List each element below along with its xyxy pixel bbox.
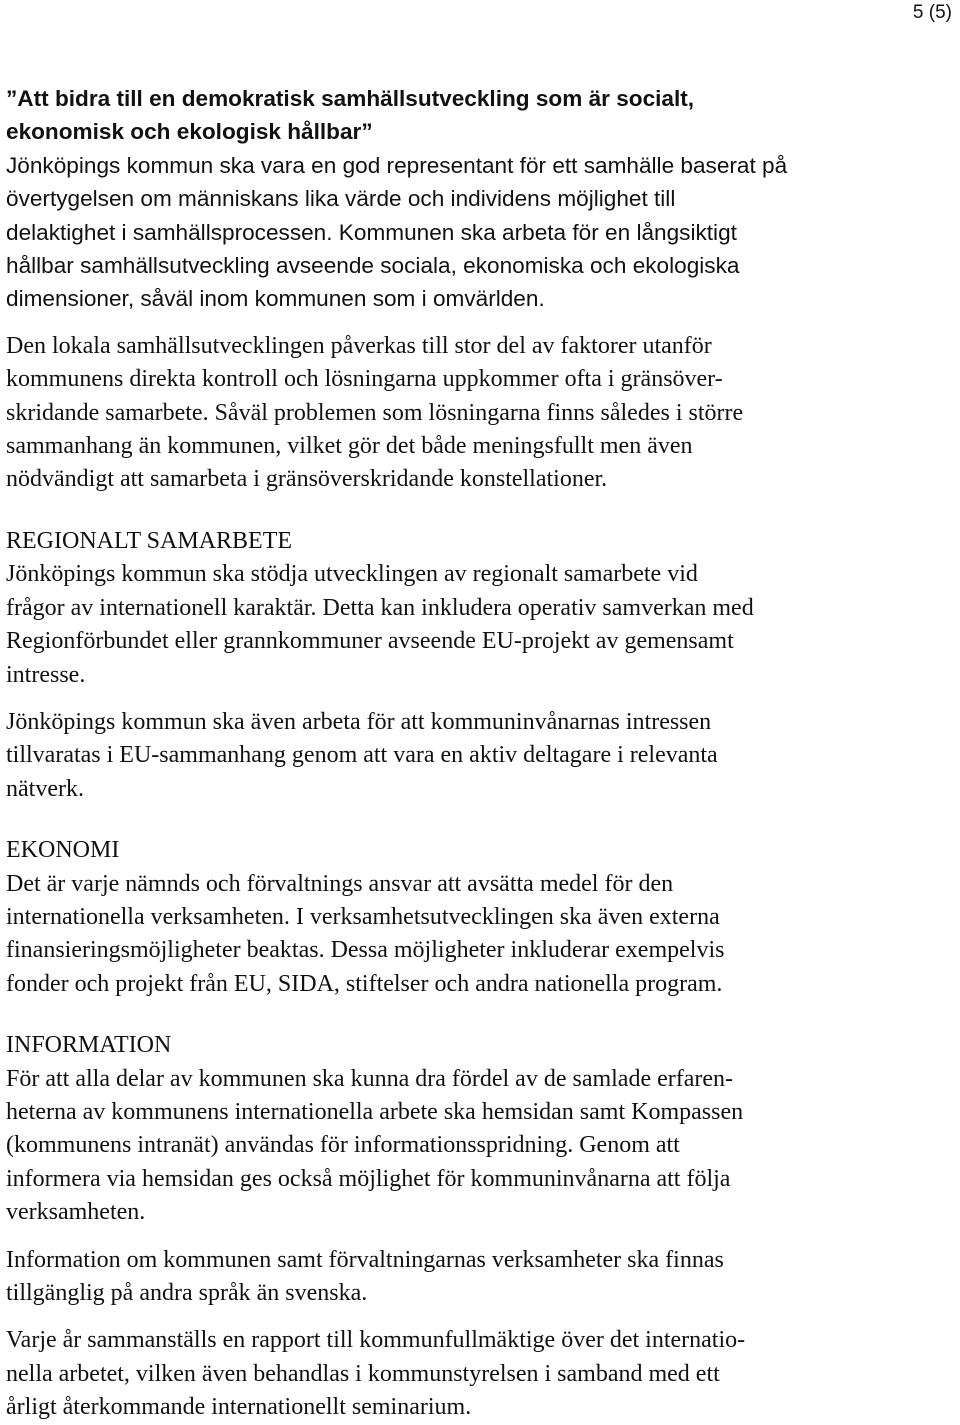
- ekonomi-para-line: fonder och projekt från EU, SIDA, stiftelser och andra nationella program.: [6, 970, 723, 997]
- intro-para-line-5: dimensioner, såväl inom kommunen som i omvärlden.: [6, 286, 545, 312]
- information-para-2: [6, 1244, 946, 1311]
- intro-para-line-1: Jönköpings kommun ska vara en god representant för ett samhälle baserat på: [6, 152, 788, 178]
- regionalt-para-2-line: tillvaratas i EU-sammanhang genom att vara en aktiv deltagare i relevanta: [6, 742, 718, 769]
- para-2: [6, 330, 946, 497]
- page-number: 5 (5): [912, 2, 952, 23]
- intro-heading-text-1: Att bidra till en demokratisk samhällsutveckling som är socialt,: [17, 86, 695, 111]
- information-section: [6, 1029, 946, 1424]
- intro-heading: [6, 82, 946, 115]
- para-2-line: nödvändigt att samarbeta i gränsöverskridande konstellationer.: [6, 466, 608, 493]
- regionalt-para-1-line: Jönköpings kommun ska stödja utvecklingen av regionalt samarbete vid: [6, 561, 698, 588]
- para-2-line: Den lokala samhällsutvecklingen påverkas till stor del av faktorer utanför: [6, 332, 712, 359]
- ekonomi-para-line: Det är varje nämnds och förvaltnings ansvar att avsätta medel för den: [6, 870, 674, 897]
- information-para-3: [6, 1324, 946, 1424]
- ekonomi-para-line: internationella verksamheten. I verksamhetsutvecklingen ska även externa: [6, 903, 720, 930]
- intro-para-line-3: delaktighet i samhällsprocessen. Kommunen ska arbeta för en långsiktigt: [6, 219, 737, 245]
- information-heading: INFORMATION: [6, 1032, 172, 1059]
- intro-section: [6, 82, 946, 316]
- information-para-1-line: För att alla delar av kommunen ska kunna dra fördel av de samlade erfaren-: [6, 1065, 734, 1092]
- ekonomi-heading: EKONOMI: [6, 837, 120, 864]
- information-para-3-line: nella arbetet, vilken även behandlas i kommunstyrelsen i samband med ett: [6, 1360, 720, 1387]
- information-para-1-line: verksamheten.: [6, 1199, 146, 1226]
- regionalt-para-2-line: Jönköpings kommun ska även arbeta för att kommuninvånarnas intressen: [6, 708, 712, 735]
- intro-heading-line-1: ”: [6, 86, 18, 111]
- intro-heading-line-2: ekonomisk och ekologisk hållbar”: [6, 119, 373, 145]
- regionalt-para-1-line: intresse.: [6, 661, 86, 688]
- information-para-3-line: årligt återkommande internationellt seminarium.: [6, 1394, 472, 1421]
- information-para-3-line: Varje år sammanställs en rapport till kommunfullmäktige över det internatio-: [6, 1327, 746, 1354]
- intro-para-line-4: hållbar samhällsutveckling avseende sociala, ekonomiska och ekologiska: [6, 253, 740, 279]
- regionalt-para-2: [6, 706, 946, 806]
- regionalt-para-1-line: Regionförbundet eller grannkommuner avseende EU-projekt av gemensamt: [6, 628, 734, 655]
- regionalt-para-1-line: frågor av internationell karaktär. Detta kan inkludera operativ samverkan med: [6, 594, 754, 621]
- regionalt-heading: REGIONALT SAMARBETE: [6, 527, 293, 554]
- para-2-line: skridande samarbete. Såväl problemen som lösningarna finns således i större: [6, 399, 744, 426]
- information-para-1-line: heterna av kommunens internationella arbete ska hemsidan samt Kompassen: [6, 1098, 744, 1125]
- information-para-2-line: tillgänglig på andra språk än svenska.: [6, 1280, 368, 1306]
- information-para-1-line: informera via hemsidan ges också möjlighet för kommuninvånarna att följa: [6, 1165, 731, 1192]
- information-para-2-line: Information om kommunen samt förvaltningarnas verksamheter ska finnas: [6, 1246, 724, 1273]
- information-para-1-line: (kommunens intranät) användas för informationsspridning. Genom att: [6, 1132, 680, 1159]
- ekonomi-para-line: finansieringsmöjligheter beaktas. Dessa möjligheter inkluderar exempelvis: [6, 937, 725, 964]
- intro-para-line-2: övertygelsen om människans lika värde och individens möjlighet till: [6, 186, 676, 212]
- regionalt-section: [6, 525, 946, 806]
- para-2-line: kommunens direkta kontroll och lösningarna uppkommer ofta i gränsöver-: [6, 366, 723, 393]
- para-2-line: sammanhang än kommunen, vilket gör det både meningsfullt men även: [6, 433, 693, 460]
- document-body: [6, 82, 946, 1425]
- ekonomi-section: [6, 834, 946, 1001]
- regionalt-para-2-line: nätverk.: [6, 775, 84, 802]
